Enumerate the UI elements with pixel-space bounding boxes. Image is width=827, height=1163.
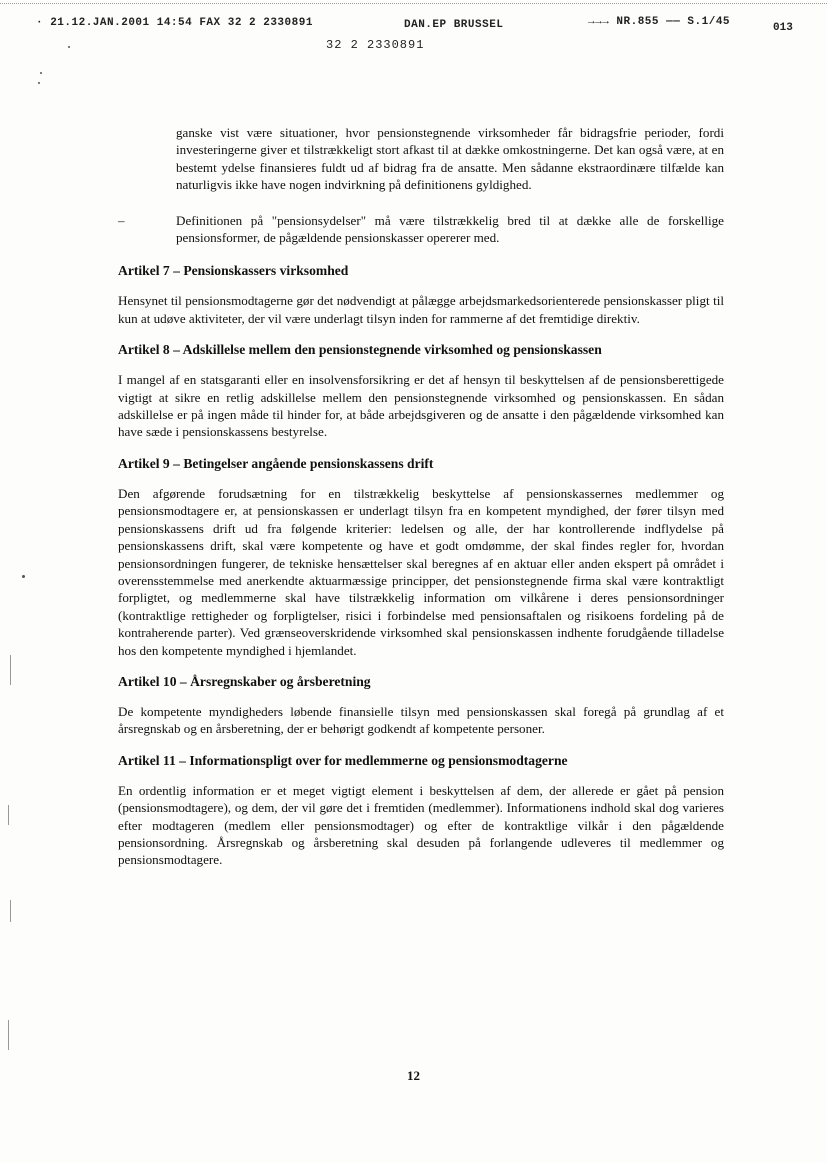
section-text-art11: En ordentlig information er et meget vigtigt element i beskyttelsen af dem, der allerede er gået på pension (pensionsmodtagere), og dem, der vil gøre det i fremtiden (medlemmer). Informationens indhold skal dog varieres efter modtageren (medlem eller pensionsmodtager) og efter de kontraktlige vilkår i den pågældende pensionsordning. Årsregnskab og årsberetning skal desuden på forlangende udleveres til medlemmer og pensionsmodtagere. (118, 782, 724, 868)
dash-list-item (118, 212, 724, 247)
dash-bullet: – (118, 212, 125, 228)
margin-mark (10, 900, 11, 922)
margin-mark (8, 805, 9, 825)
page-number: 12 (407, 1068, 420, 1083)
scan-speck (68, 46, 70, 48)
section-heading-art11: Artikel 11 – Informationspligt over for medlemmerne og pensionsmodtagerne (118, 752, 568, 768)
section-heading-art7: Artikel 7 – Pensionskassers virksomhed (118, 263, 349, 279)
section-text-art8: I mangel af en statsgaranti eller en insolvensforsikring er det af hensyn til beskyttelsen af de pensionsberettigede vigtigt at sikre en retlig adskillelse mellem den pensionstegnende virksomhed og pensionskassen. En sådan adskillelse er på ingen måde til hinder for, at både arbejdsgiveren og de ansatte i den pågældende virksomhed kan have sæde i pensionskassens bestyrelse. (118, 372, 724, 440)
margin-mark (10, 655, 11, 685)
scan-speck (38, 82, 40, 84)
fax-page-counter: 013 (773, 22, 793, 34)
section-heading-art9: Artikel 9 – Betingelser angående pensionskassens drift (118, 455, 434, 471)
fax-sender: DAN.EP BRUSSEL (404, 19, 504, 31)
dash-item-text: Definitionen på "pensionsydelser" må være tilstrækkelig bred til at dække alle de forskellige pensionsformer, de pågældende pensionskasser opererer med. (176, 212, 724, 246)
intro-paragraph: ganske vist være situationer, hvor pensionstegnende virksomheder får bidragsfrie perioder, fordi investeringerne giver et tilstrækkeligt stort afkast til at dække omkostningerne. Det kan også være, at en bestemt ydelse finansieres fuldt ud af bidrag fra de ansatte. Men sådanne ekstraordinære tilfælde kan naturligvis ikke have nogen indvirkning på definitionens gyldighed. (176, 125, 724, 193)
section-text-art9: Den afgørende forudsætning for en tilstrækkelig beskyttelse af pensionskassernes medlemmer og pensionsmodtagere er, at pensionskassen er underlagt tilsyn fra en kompetent myndighed, der fører tilsyn med pensionskassens drift ud fra følgende kriterier: ledelsen og alle, der har kontrollerende indflydelse på pensionskassens drift, skal være kompetente og have et godt omdømme, der skal findes regler for, hvordan pensionsordningen fungerer, de tekniske hensættelser skal beregnes af en aktuar eller anden ekspert på området i overensstemmelse med anerkendte aktuarmæssige principper, det pensionstegnende firma skal være kontraktligt forpligtet, og medlemmerne skal have tilstrækkelig information om vilkårene i deres pensionsordninger (kontraktlige rettigheder og forpligtelser, risici i forbindelse med pensionsaftalen og risikoens fordeling på de kontraherende parter). Ved grænseoverskridende virksomhed skal pensionskassen indhente forudgående tilladelse hos den kompetente myndighed i hjemlandet. (118, 485, 724, 658)
section-text-art7: Hensynet til pensionsmodtagerne gør det nødvendigt at pålægge arbejdsmarkedsorienterede pensionskasser pligt til kun at udøve aktiviteter, der vil være underlagt tilsyn inden for rammerne af det fremtidige direktiv. (118, 293, 724, 326)
fax-header (0, 0, 827, 60)
fax-receiver-line: →→→ NR.855 —— S.1/45 (588, 16, 731, 28)
fax-number-line: 32 2 2330891 (326, 38, 425, 52)
margin-mark (8, 1020, 9, 1050)
document-body (118, 124, 724, 883)
section-text-art10: De kompetente myndigheders løbende finansielle tilsyn med pensionskassen skal foregå på grundlag af et årsregnskab og en årsberetning, der er behørigt godkendt af kompetente personer. (118, 703, 724, 737)
section-heading-art8: Artikel 8 – Adskillelse mellem den pensionstegnende virksomhed og pensionskassen (118, 342, 602, 358)
section-heading-art10: Artikel 10 – Årsregnskaber og årsberetning (118, 673, 371, 689)
scan-speck (40, 72, 42, 74)
scan-speck (22, 575, 25, 578)
fax-transmission-line: · 21.12.JAN.2001 14:54 FAX 32 2 2330891 (36, 17, 313, 29)
